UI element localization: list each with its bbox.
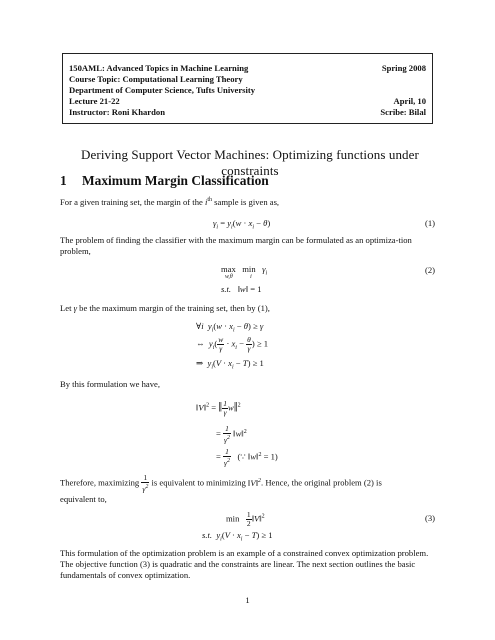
course-name: 150AML: Advanced Topics in Machine Learning (69, 63, 249, 73)
p1-text-a: For a given training set, the margin of the (60, 196, 205, 207)
p5-text-a: Therefore, maximizing (60, 477, 140, 488)
course-topic: Course Topic: Computational Learning Theory (69, 74, 243, 84)
equation-2-constraint: s.t. ‖w‖ = 1 (221, 284, 262, 294)
p1-text-b: sample is given as, (212, 196, 280, 207)
section-title: Maximum Margin Classification (82, 173, 269, 188)
derivation-line-2: ⇔ $y_i$( $\frac{w}{\gamma}$ · $x_i$ − $\frac{\theta}{\gamma}$ ) ≥ 1 (196, 335, 268, 353)
header-row-4 (69, 96, 426, 106)
section-heading (60, 173, 269, 189)
equation-2-subscripts: w,θ i (225, 274, 252, 280)
equation-number-2: (2) (424, 265, 435, 275)
paragraph-formulation: By this formulation we have, (60, 379, 161, 389)
p3-text-a: Let (60, 303, 74, 313)
norm-line-1: ‖V‖$^2$ = ‖ $\frac{1}{\gamma}$ w‖$^2$ (196, 399, 241, 417)
p1-superscript: th (207, 197, 213, 203)
p5-text-c: . Hence, the original problem (2) is (261, 477, 382, 488)
department: Department of Computer Science, Tufts University (69, 85, 256, 95)
equation-2-objective: max $\min \gamma_i$ (221, 264, 268, 277)
semester: Spring 2008 (381, 63, 426, 73)
equation-1: $\gamma_i = y_i(w \cdot x_i - \theta)$ (213, 218, 271, 231)
scribe: Scribe: Bilal (380, 107, 426, 117)
header-row-2 (69, 74, 426, 84)
header-row-3 (69, 85, 426, 95)
page-number: 1 (245, 595, 250, 605)
paragraph-max-margin: Let γ be the maximum margin of the training set, then by (1), (60, 303, 270, 313)
lecture-date: April, 10 (393, 96, 426, 106)
p5-text-b: is equivalent to minimizing (151, 477, 246, 488)
paragraph-optimization-problem: The problem of finding the classifier with the maximum margin can be formulated as an optimiza-tion problem, (60, 235, 412, 256)
equation-number-1: (1) (424, 218, 435, 228)
paragraph-equivalence: Therefore, maximizing $\frac{1}{\gamma^2}$ is equivalent to minimizing ‖V‖$^2$. Hence, the original problem (2) is equivalent to, (60, 473, 382, 504)
section-number: 1 (60, 173, 67, 188)
instructor: Instructor: Roni Khardon (69, 107, 165, 117)
derivation-line-3: ⇒ $y_i(V \cdot x_i - T) \ge 1$ (196, 358, 264, 371)
header-row-1 (69, 63, 426, 73)
derivation-line-1: ∀i $y_i(w \cdot x_i - \theta) \ge \gamma$ (196, 321, 264, 334)
p5-text-d: equivalent to, (60, 493, 107, 504)
lecture-header-box (62, 53, 433, 124)
document-title: Deriving Support Vector Machines: Optimizing functions under constraints (81, 147, 419, 178)
paragraph-margin-definition: For a given training set, the margin of the $i^{th}$ sample is given as, (60, 196, 280, 207)
lecture-number: Lecture 21-22 (69, 96, 120, 106)
norm-line-3: = $\frac{1}{\gamma^2}$ (∵ ‖w‖$^2$ = 1) (216, 447, 278, 468)
paragraph-convex-optimization: This formulation of the optimization problem is an example of a constrained convex optimization problem. The objective function (3) is quadratic and the constraints are linear. The next section outlines the basic fundamentals of convex optimization. (60, 548, 429, 580)
equation-number-3: (3) (424, 513, 435, 523)
header-row-5 (69, 107, 426, 117)
equation-3-constraint: s.t. $y_i(V \cdot x_i - T) \ge 1$ (202, 530, 273, 543)
equation-3-objective: min $\frac{1}{2}$ ‖V‖$^2$ (226, 510, 265, 528)
p3-text-b: be the maximum margin of the training set, then by (1), (77, 303, 270, 313)
norm-line-2: = $\frac{1}{\gamma^2}$ ‖w‖$^2$ (216, 424, 247, 445)
